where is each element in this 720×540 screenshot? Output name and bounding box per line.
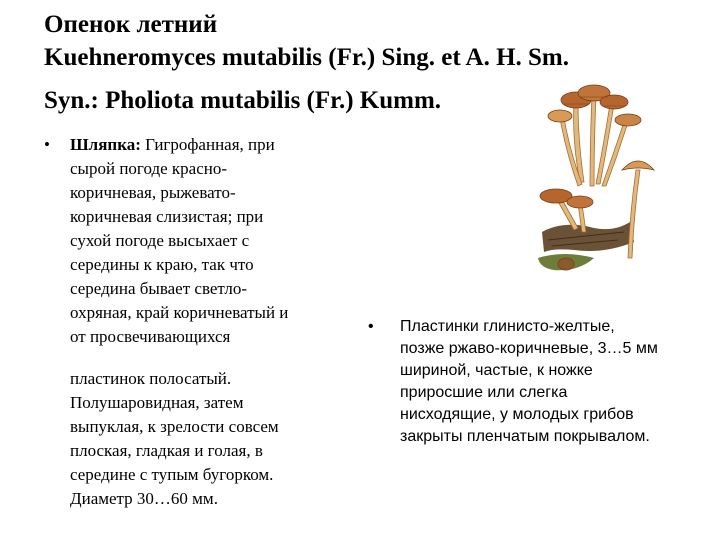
cap-line: пластинок полосатый. [70,369,232,388]
cap-line: сухой погоде высыхает с [70,231,250,250]
gills-line: закрыты пленчатым покрывалом. [400,428,650,445]
gills-line: нисходящие, у молодых грибов [400,406,634,423]
gills-line: приросшие или слегка [400,384,568,401]
cap-line: середины к краю, так что [70,255,254,274]
title-common-name: Опенок летний [44,11,218,38]
cap-label: Шляпка: [70,135,141,154]
bullet-marker: • [44,135,50,154]
title-latin-name: Kuehneromyces mutabilis (Fr.) Sing. et A. H. Sm. [44,44,570,71]
cap-line: коричневая, рыжевато- [70,183,236,202]
synonym-line: Syn.: Pholiota mutabilis (Fr.) Kumm. [44,87,442,114]
gills-line: позже ржаво-коричневые, 3…5 мм [400,340,658,357]
cap-line: выпуклая, к зрелости совсем [70,417,279,436]
cap-description-text [70,133,344,511]
bullet-marker: • [368,318,374,335]
cap-line: середине с тупым бугорком. [70,465,274,484]
cap-line: коричневая слизистая; при [70,207,264,226]
cap-line: середина бывает светло- [70,279,248,298]
cap-line: Шляпка: Гигрофанная, при [70,135,275,154]
gills-description-text [400,316,698,448]
cap-line: плоская, гладкая и голая, в [70,441,263,460]
cap-line: сырой погоде красно- [70,159,228,178]
cap-line: от просвечивающихся [70,327,231,346]
gills-description [368,316,698,448]
gills-line: шириной, частые, к ножке [400,362,593,379]
cap-line: Диаметр 30…60 мм. [70,489,218,508]
mushroom-illustration [534,82,658,278]
cap-description [44,133,344,511]
cap-line: охряная, край коричневатый и [70,303,289,322]
gills-line: Пластинки глинисто-желтые, [400,318,615,335]
cap-line: Полушаровидная, затем [70,393,244,412]
title [44,8,704,74]
